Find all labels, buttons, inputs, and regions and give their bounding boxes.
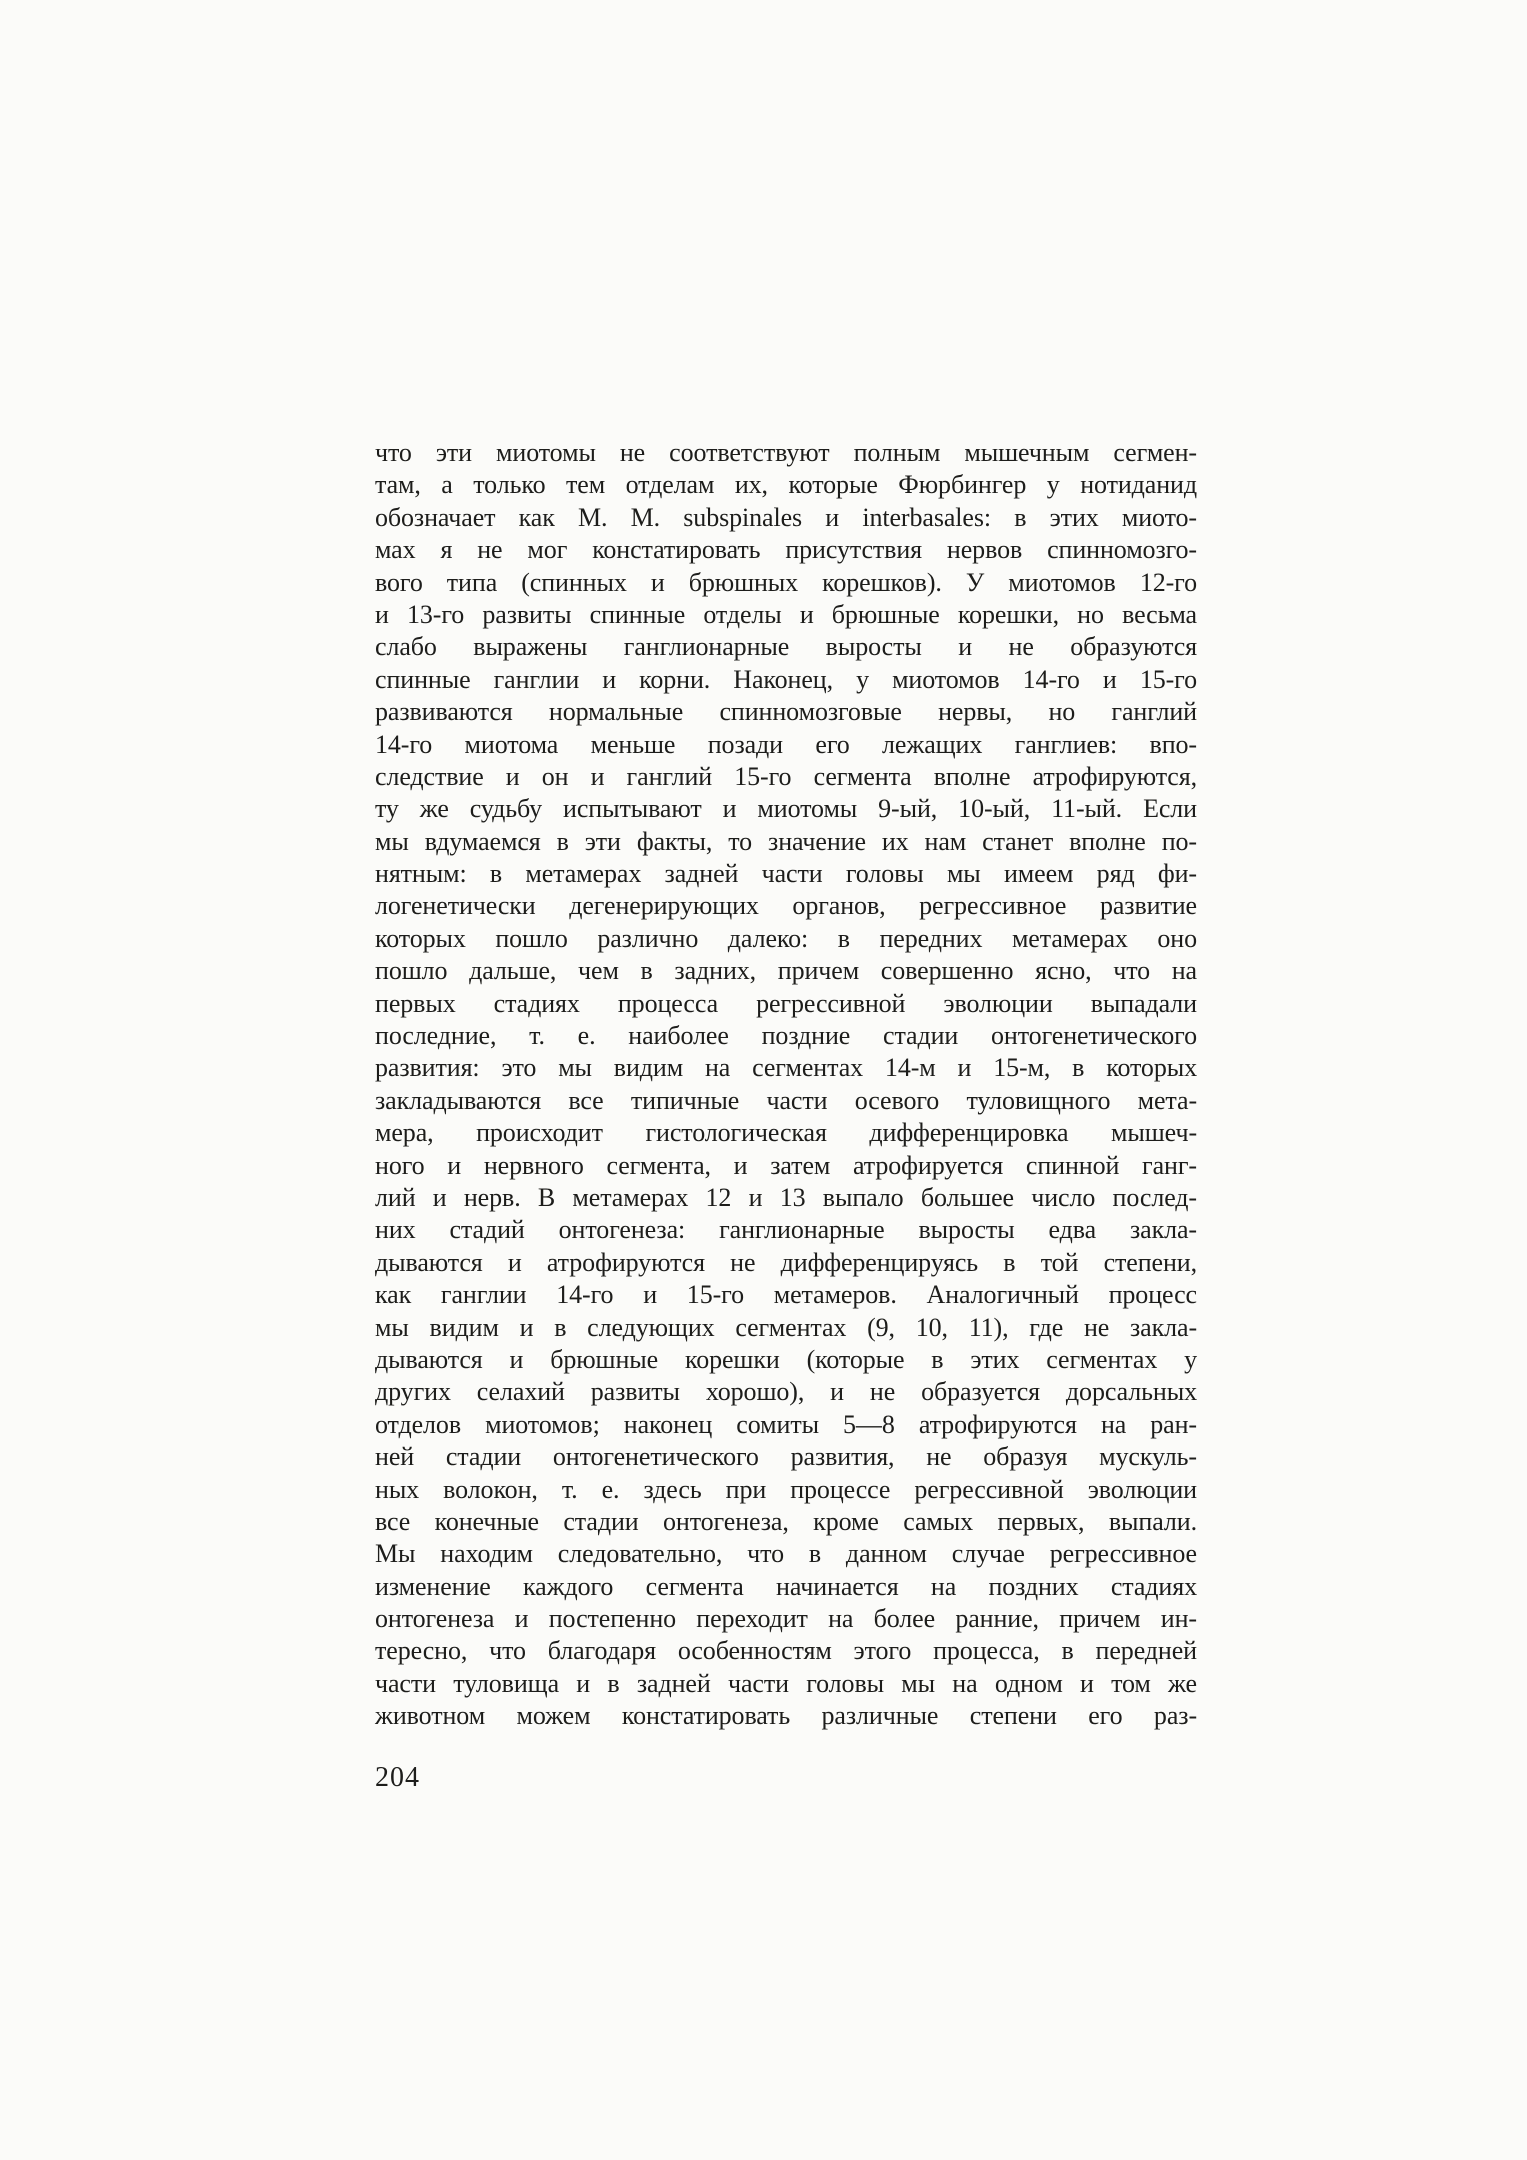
page-number: 204 (375, 1762, 420, 1793)
text-line: ных волокон, т. е. здесь при процессе регрессивной эволюции (375, 1474, 1197, 1504)
text-line: мы вдумаемся в эти факты, то значение их нам станет вполне по- (375, 826, 1197, 856)
text-line: них стадий онтогенеза: ганглионарные выросты едва закла- (375, 1215, 1197, 1245)
text-line: животном можем констатировать различные степени его раз- (375, 1701, 1197, 1731)
text-line: развития: это мы видим на сегментах 14-м и 15-м, в которых (375, 1053, 1197, 1083)
text-line: дываются и атрофируются не дифференцируясь в той степени, (375, 1247, 1197, 1277)
text-line: и 13-го развиты спинные отделы и брюшные корешки, но весьма (375, 599, 1197, 629)
text-line: там, а только тем отделам их, которые Фюрбингер у нотиданид (375, 470, 1197, 500)
text-line: 14-го миотома меньше позади его лежащих ганглиев: впо- (375, 729, 1197, 759)
text-line: которых пошло различно далеко: в передних метамерах оно (375, 923, 1197, 953)
text-line: ней стадии онтогенетического развития, не образуя мускуль- (375, 1442, 1197, 1472)
text-line: первых стадиях процесса регрессивной эволюции выпадали (375, 988, 1197, 1018)
text-line: нятным: в метамерах задней части головы мы имеем ряд фи- (375, 859, 1197, 889)
text-line: логенетически дегенерирующих органов, регрессивное развитие (375, 891, 1197, 921)
text-line: спинные ганглии и корни. Наконец, у миотомов 14-го и 15-го (375, 664, 1197, 694)
text-line: отделов миотомов; наконец сомиты 5—8 атрофируются на ран- (375, 1409, 1197, 1439)
text-line: все конечные стадии онтогенеза, кроме самых первых, выпали. (375, 1506, 1197, 1536)
text-line: обозначает как M. M. subspinales и interbasales: в этих миото- (375, 502, 1197, 532)
text-line: Мы находим следовательно, что в данном случае регрессивное (375, 1539, 1197, 1569)
text-line: мах я не мог констатировать присутствия нервов спинномозго- (375, 535, 1197, 565)
text-line: ного и нервного сегмента, и затем атрофируется спинной ганг- (375, 1150, 1197, 1180)
text-line: вого типа (спинных и брюшных корешков). У миотомов 12-го (375, 567, 1197, 597)
text-line: что эти миотомы не соответствуют полным мышечным сегмен- (375, 438, 1197, 467)
text-line: мы видим и в следующих сегментах (9, 10, 11), где не закла- (375, 1312, 1197, 1342)
text-line: части туловища и в задней части головы мы на одном и том же (375, 1668, 1197, 1698)
text-line: лий и нерв. В метамерах 12 и 13 выпало большее число послед- (375, 1182, 1197, 1212)
text-line: других селахий развиты хорошо), и не образуется дорсальных (375, 1377, 1197, 1407)
text-line: мера, происходит гистологическая дифференцировка мышеч- (375, 1118, 1197, 1148)
text-line: пошло дальше, чем в задних, причем совершенно ясно, что на (375, 956, 1197, 986)
text-line: развиваются нормальные спинномозговые нервы, но ганглий (375, 697, 1197, 727)
text-block (375, 437, 1197, 1733)
text-line: как ганглии 14-го и 15-го метамеров. Аналогичный процесс (375, 1280, 1197, 1310)
text-line: следствие и он и ганглий 15-го сегмента вполне атрофируются, (375, 761, 1197, 791)
text-line: слабо выражены ганглионарные выросты и не образуются (375, 632, 1197, 662)
text-line: дываются и брюшные корешки (которые в этих сегментах у (375, 1344, 1197, 1374)
text-line: последние, т. е. наиболее поздние стадии онтогенетического (375, 1021, 1197, 1051)
text-line: тересно, что благодаря особенностям этого процесса, в передней (375, 1636, 1197, 1666)
text-line: изменение каждого сегмента начинается на поздних стадиях (375, 1571, 1197, 1601)
text-line: онтогенеза и постепенно переходит на более ранние, причем ин- (375, 1604, 1197, 1634)
text-line: закладываются все типичные части осевого туловищного мета- (375, 1085, 1197, 1115)
text-line: ту же судьбу испытывают и миотомы 9-ый, 10-ый, 11-ый. Если (375, 794, 1197, 824)
